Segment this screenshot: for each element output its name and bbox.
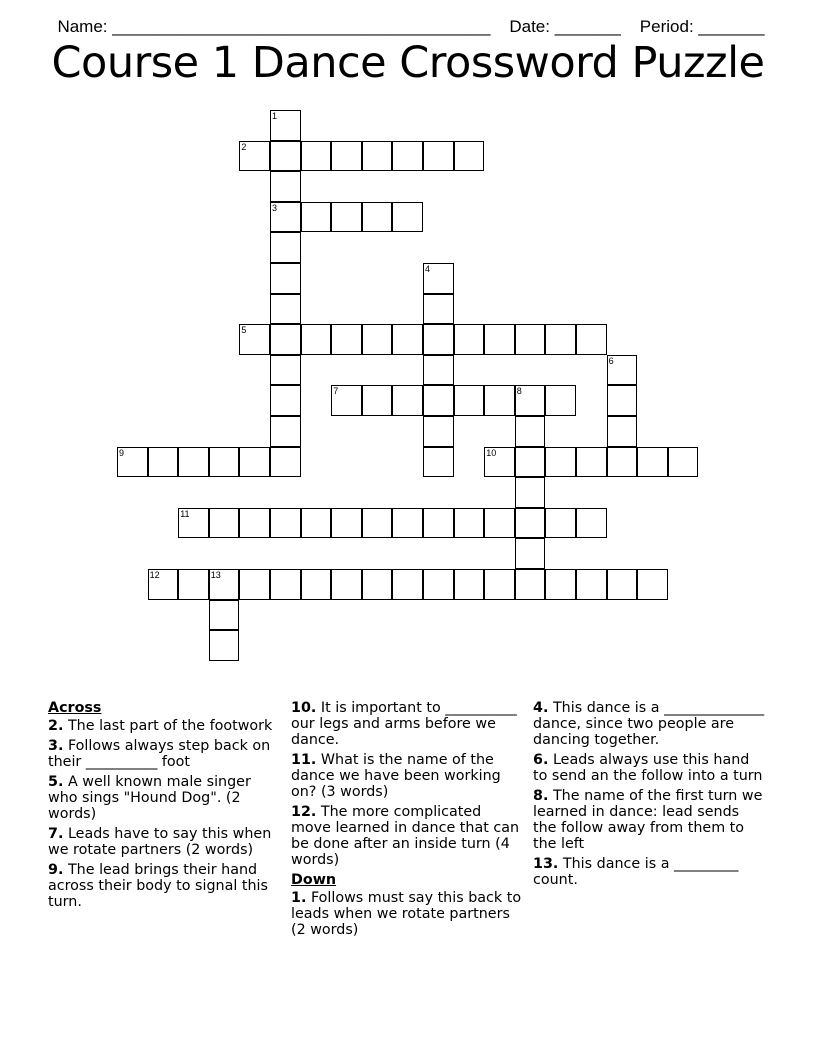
grid-cell[interactable]: [270, 447, 301, 478]
clue-across-5: 5. A well known male singer who sings "Hound Dog". (2 words): [48, 774, 251, 822]
clue-across-9: 9. The lead brings their hand across their body to signal this turn.: [48, 862, 268, 910]
grid-cell[interactable]: [362, 569, 393, 600]
grid-cell[interactable]: [607, 447, 638, 478]
grid-cell[interactable]: [423, 416, 454, 447]
grid-cell[interactable]: [423, 508, 454, 539]
grid-cell[interactable]: [331, 508, 362, 539]
grid-cell[interactable]: [515, 569, 546, 600]
grid-cell[interactable]: [576, 569, 607, 600]
grid-cell[interactable]: [270, 294, 301, 325]
grid-cell[interactable]: [270, 508, 301, 539]
clue-down-8: 8. The name of the first turn we learned in dance: lead sends the follow away from them to the left: [533, 788, 763, 852]
grid-cell[interactable]: [331, 141, 362, 172]
grid-cell[interactable]: [178, 569, 209, 600]
grid-cell[interactable]: [209, 447, 240, 478]
grid-cell[interactable]: [576, 508, 607, 539]
clue-across-7: 7. Leads have to say this when we rotate partners (2 words): [48, 826, 272, 858]
clue-number: 7: [333, 386, 339, 397]
grid-cell[interactable]: [301, 141, 332, 172]
across-heading: Across: [48, 700, 102, 716]
grid-cell[interactable]: [515, 416, 546, 447]
grid-cell[interactable]: [331, 202, 362, 233]
grid-cell[interactable]: [301, 569, 332, 600]
grid-cell[interactable]: [209, 630, 240, 661]
grid-cell[interactable]: [454, 508, 485, 539]
grid-cell[interactable]: [515, 538, 546, 569]
grid-cell[interactable]: [423, 385, 454, 416]
grid-cell[interactable]: [331, 385, 362, 416]
grid-cell[interactable]: [515, 324, 546, 355]
grid-cell[interactable]: [270, 263, 301, 294]
clue-number: 11: [180, 508, 190, 519]
date-field[interactable]: Date: _______: [509, 17, 621, 36]
clue-number: 9: [119, 447, 125, 458]
grid-cell[interactable]: [392, 508, 423, 539]
grid-cell[interactable]: [270, 385, 301, 416]
clue-number: 6: [608, 355, 614, 366]
clue-down-6: 6. Leads always use this hand to send an the follow into a turn: [533, 752, 763, 784]
grid-cell[interactable]: [423, 447, 454, 478]
grid-cell[interactable]: [423, 569, 454, 600]
grid-cell[interactable]: [576, 324, 607, 355]
grid-cell[interactable]: [178, 508, 209, 539]
grid-cell[interactable]: [545, 508, 576, 539]
grid-cell[interactable]: [239, 569, 270, 600]
grid-cell[interactable]: [423, 355, 454, 386]
grid-cell[interactable]: [270, 171, 301, 202]
grid-cell[interactable]: [392, 202, 423, 233]
clue-number: 2: [241, 141, 247, 152]
grid-cell[interactable]: [392, 385, 423, 416]
clue-number: 12: [149, 570, 160, 580]
grid-cell[interactable]: [209, 569, 240, 600]
grid-cell[interactable]: [484, 385, 515, 416]
grid-cell[interactable]: [392, 569, 423, 600]
grid-cell[interactable]: [362, 141, 393, 172]
grid-cell[interactable]: [484, 447, 515, 478]
grid-cell[interactable]: [331, 569, 362, 600]
name-field[interactable]: Name: ________________________________________: [57, 17, 491, 36]
grid-cell[interactable]: [545, 447, 576, 478]
grid-cell[interactable]: [362, 385, 393, 416]
period-field[interactable]: Period: _______: [639, 17, 765, 36]
grid-cell[interactable]: [484, 324, 515, 355]
clue-number: 5: [241, 325, 247, 336]
grid-cell[interactable]: [607, 385, 638, 416]
grid-cell[interactable]: [362, 202, 393, 233]
grid-cell[interactable]: [545, 385, 576, 416]
clue-down-4: 4. This dance is a ______________ dance, since two people are dancing together.: [533, 700, 765, 748]
clue-down-13: 13. This dance is a _________ count.: [533, 856, 739, 888]
clue-across-10: 10. It is important to __________ our legs and arms before we dance.: [291, 700, 517, 748]
grid-cell[interactable]: [270, 416, 301, 447]
grid-cell[interactable]: [331, 324, 362, 355]
grid-cell[interactable]: [301, 324, 332, 355]
clue-number: 1: [272, 111, 278, 121]
grid-cell[interactable]: [117, 447, 148, 478]
grid-cell[interactable]: [423, 324, 454, 355]
grid-cell[interactable]: [148, 569, 179, 600]
grid-cell[interactable]: [423, 141, 454, 172]
grid-cell[interactable]: [668, 447, 699, 478]
clue-across-3: 3. Follows always step back on their __________ foot: [48, 738, 271, 770]
grid-cell[interactable]: [515, 447, 546, 478]
grid-cell[interactable]: [607, 569, 638, 600]
grid-cell[interactable]: [239, 447, 270, 478]
grid-cell[interactable]: [637, 569, 668, 600]
clue-across-11: 11. What is the name of the dance we have been working on? (3 words): [291, 752, 501, 800]
grid-cell[interactable]: [423, 294, 454, 325]
grid-cell[interactable]: [545, 569, 576, 600]
grid-cell[interactable]: [454, 569, 485, 600]
grid-cell[interactable]: [270, 110, 301, 141]
grid-cell[interactable]: [270, 141, 301, 172]
grid-cell[interactable]: [607, 416, 638, 447]
clue-number: 3: [272, 202, 278, 213]
grid-cell[interactable]: [301, 508, 332, 539]
grid-cell[interactable]: [454, 324, 485, 355]
grid-cell[interactable]: [239, 508, 270, 539]
clue-number: 13: [210, 570, 221, 580]
grid-cell[interactable]: [454, 385, 485, 416]
grid-cell[interactable]: [545, 324, 576, 355]
clue-number: 8: [516, 386, 522, 397]
clue-number: 4: [425, 264, 431, 274]
clue-number: 10: [486, 447, 497, 458]
grid-cell[interactable]: [423, 263, 454, 294]
grid-cell[interactable]: [148, 447, 179, 478]
grid-cell[interactable]: [392, 141, 423, 172]
grid-cell[interactable]: [637, 447, 668, 478]
grid-cell[interactable]: [484, 569, 515, 600]
grid-cell[interactable]: [515, 477, 546, 508]
clue-across-2: 2. The last part of the footwork: [48, 718, 273, 734]
grid-cell[interactable]: [270, 355, 301, 386]
grid-cell[interactable]: [515, 508, 546, 539]
clues-column-2: [291, 700, 523, 942]
clues-column-1: [48, 700, 280, 914]
clue-across-12: 12. The more complicated move learned in dance that can be done after an inside turn (4 words): [291, 804, 520, 868]
grid-cell[interactable]: [209, 600, 240, 631]
page-title: Course 1 Dance Crossword Puzzle: [51, 38, 765, 88]
grid-cell[interactable]: [209, 508, 240, 539]
clue-down-1: 1. Follows must say this back to leads when we rotate partners (2 words): [291, 890, 522, 938]
grid-cell[interactable]: [362, 324, 393, 355]
grid-cell[interactable]: [607, 355, 638, 386]
grid-cell[interactable]: [270, 569, 301, 600]
down-heading: Down: [291, 872, 337, 888]
grid-cell[interactable]: [515, 385, 546, 416]
grid-cell[interactable]: [392, 324, 423, 355]
grid-cell[interactable]: [270, 324, 301, 355]
grid-cell[interactable]: [239, 324, 270, 355]
grid-cell[interactable]: [484, 508, 515, 539]
grid-cell[interactable]: [454, 141, 485, 172]
grid-cell[interactable]: [178, 447, 209, 478]
grid-cell[interactable]: [301, 202, 332, 233]
clues-column-3: [533, 700, 765, 892]
grid-cell[interactable]: [270, 202, 301, 233]
grid-cell[interactable]: [239, 141, 270, 172]
grid-cell[interactable]: [270, 232, 301, 263]
grid-cell[interactable]: [576, 447, 607, 478]
grid-cell[interactable]: [362, 508, 393, 539]
